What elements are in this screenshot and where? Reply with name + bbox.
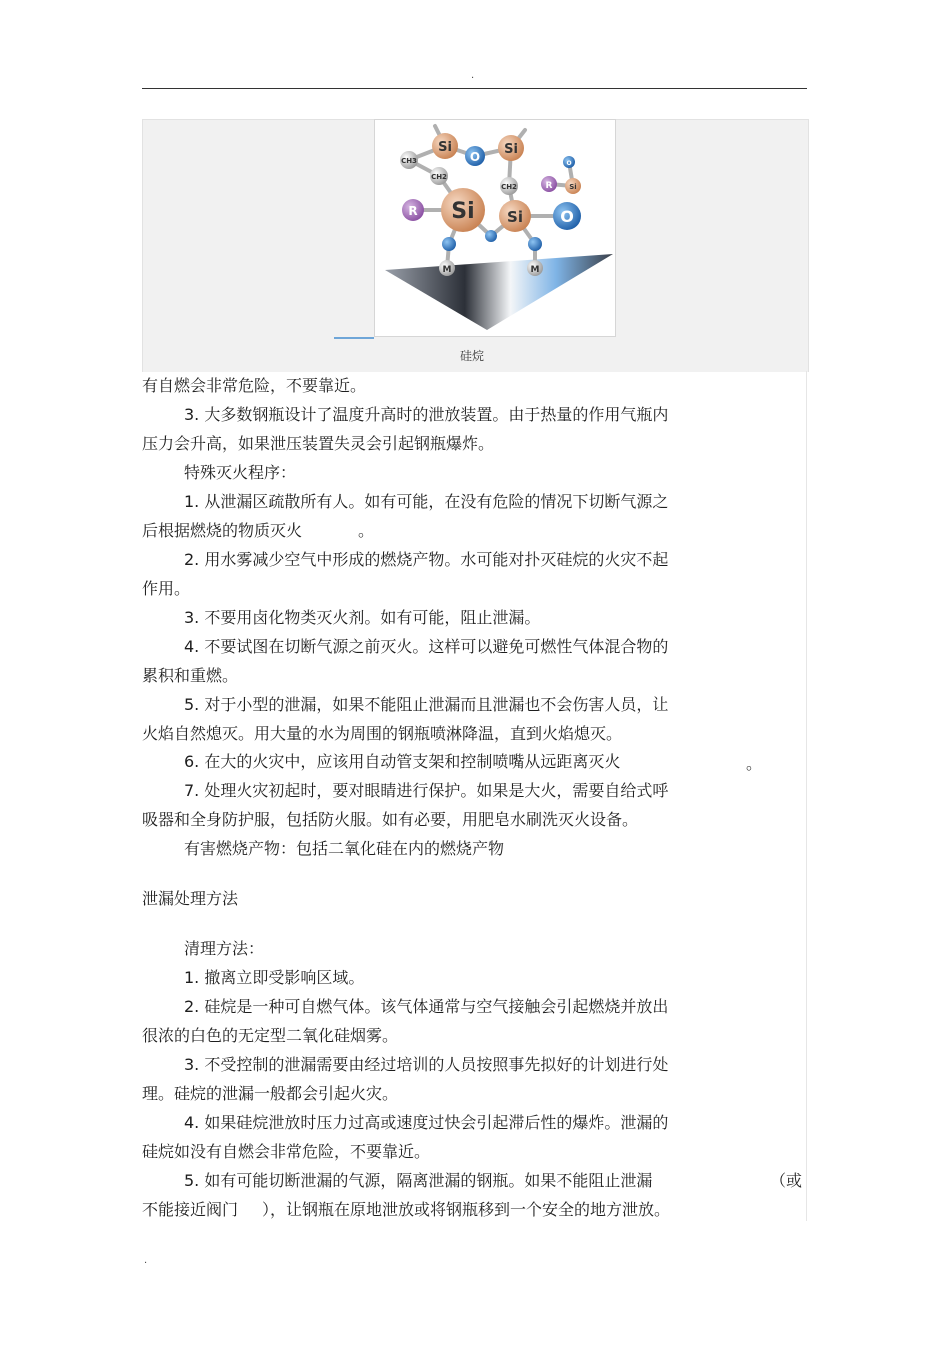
atom-label: R — [545, 181, 553, 191]
body-line: 2. 用水雾减少空气中形成的燃烧产物。水可能对扑灭硅烷的火灾不起 — [184, 550, 669, 569]
content-right-border — [806, 371, 807, 1221]
atom-label: CH2 — [501, 183, 517, 191]
atom-label: R — [408, 204, 418, 218]
body-line: 4. 不要试图在切断气源之前灭火。这样可以避免可燃性气体混合物的 — [184, 637, 669, 656]
body-line: 不能接近阀门 — [142, 1200, 239, 1219]
atom-label: CH2 — [431, 173, 447, 181]
body-line: 5. 对于小型的泄漏，如果不能阻止泄漏而且泄漏也不会伤害人员，让 — [184, 695, 669, 714]
atom-o-5 — [442, 237, 456, 251]
body-line: 特殊灭火程序： — [184, 463, 297, 482]
body-line: 。 — [358, 521, 375, 540]
body-line: 。 — [746, 754, 763, 773]
atom-o-4 — [485, 230, 497, 242]
atom-label: O — [469, 150, 481, 164]
body-line: 5. 如有可能切断泄漏的气源，隔离泄漏的钢瓶。如果不能阻止泄漏 — [184, 1171, 653, 1190]
surface-plane — [385, 254, 613, 330]
body-line: 3. 不受控制的泄漏需要由经过培训的人员按照事先拟好的计划进行处 — [184, 1055, 669, 1074]
body-line: 理。硅烷的泄漏一般都会引起火灾。 — [142, 1084, 399, 1103]
body-line: ），让钢瓶在原地泄放或将钢瓶移到一个安全的地方泄放。 — [262, 1200, 671, 1219]
body-line: 后根据燃烧的物质灭火 — [142, 521, 303, 540]
body-line: 1. 从泄漏区疏散所有人。如有可能，在没有危险的情况下切断气源之 — [184, 492, 669, 511]
body-line: 吸器和全身防护服，包括防火服。如有必要，用肥皂水刷洗灭火设备。 — [142, 810, 639, 829]
body-line: （或 — [770, 1171, 803, 1190]
body-line: 1. 撤离立即受影响区域。 — [184, 968, 365, 987]
figure-accent-bar — [334, 337, 374, 339]
section-heading: 泄漏处理方法 — [142, 889, 239, 908]
figure-caption: 硅烷 — [459, 349, 484, 363]
footer-dot: . — [144, 1255, 148, 1266]
header-rule — [142, 88, 807, 89]
atom-label: Si — [504, 142, 518, 157]
atom-label: Si — [451, 199, 475, 224]
atom-label: Si — [507, 208, 523, 226]
atom-label: M — [442, 265, 452, 275]
body-line: 3. 不要用卤化物类灭火剂。如有可能，阻止泄漏。 — [184, 608, 541, 627]
header-dot: . — [471, 70, 475, 81]
body-line: 很浓的白色的无定型二氧化硅烟雾。 — [142, 1026, 399, 1045]
body-line: 7. 处理火灾初起时，要对眼睛进行保护。如果是大火，需要自给式呼 — [184, 781, 669, 800]
atom-label: Si — [569, 183, 577, 191]
atom-label: Si — [438, 140, 452, 155]
atom-label: O — [560, 207, 574, 226]
body-line: 有自燃会非常危险，不要靠近。 — [142, 376, 367, 395]
atom-label: O — [566, 160, 572, 167]
atom-o-6 — [528, 237, 542, 251]
atom-label: M — [530, 265, 540, 275]
silane-molecule-figure — [374, 119, 616, 337]
body-line: 4. 如果硅烷泄放时压力过高或速度过快会引起滞后性的爆炸。泄漏的 — [184, 1113, 669, 1132]
body-line: 硅烷如没有自燃会非常危险，不要靠近。 — [142, 1142, 431, 1161]
body-line: 6. 在大的火灾中，应该用自动管支架和控制喷嘴从远距离灭火 — [184, 752, 621, 771]
body-line: 2. 硅烷是一种可自燃气体。该气体通常与空气接触会引起燃烧并放出 — [184, 997, 669, 1016]
body-line: 有害燃烧产物：包括二氧化硅在内的燃烧产物 — [184, 839, 505, 858]
atom-label: CH3 — [401, 157, 417, 165]
silane-molecule-illustration — [375, 120, 615, 336]
body-line: 累积和重燃。 — [142, 666, 239, 685]
body-line: 3. 大多数钢瓶设计了温度升高时的泄放装置。由于热量的作用气瓶内 — [184, 405, 669, 424]
body-line: 火焰自然熄灭。用大量的水为周围的钢瓶喷淋降温，直到火焰熄灭。 — [142, 724, 623, 743]
body-line: 作用。 — [142, 579, 191, 598]
body-line: 压力会升高，如果泄压装置失灵会引起钢瓶爆炸。 — [142, 434, 495, 453]
body-line: 清理方法： — [184, 939, 265, 958]
